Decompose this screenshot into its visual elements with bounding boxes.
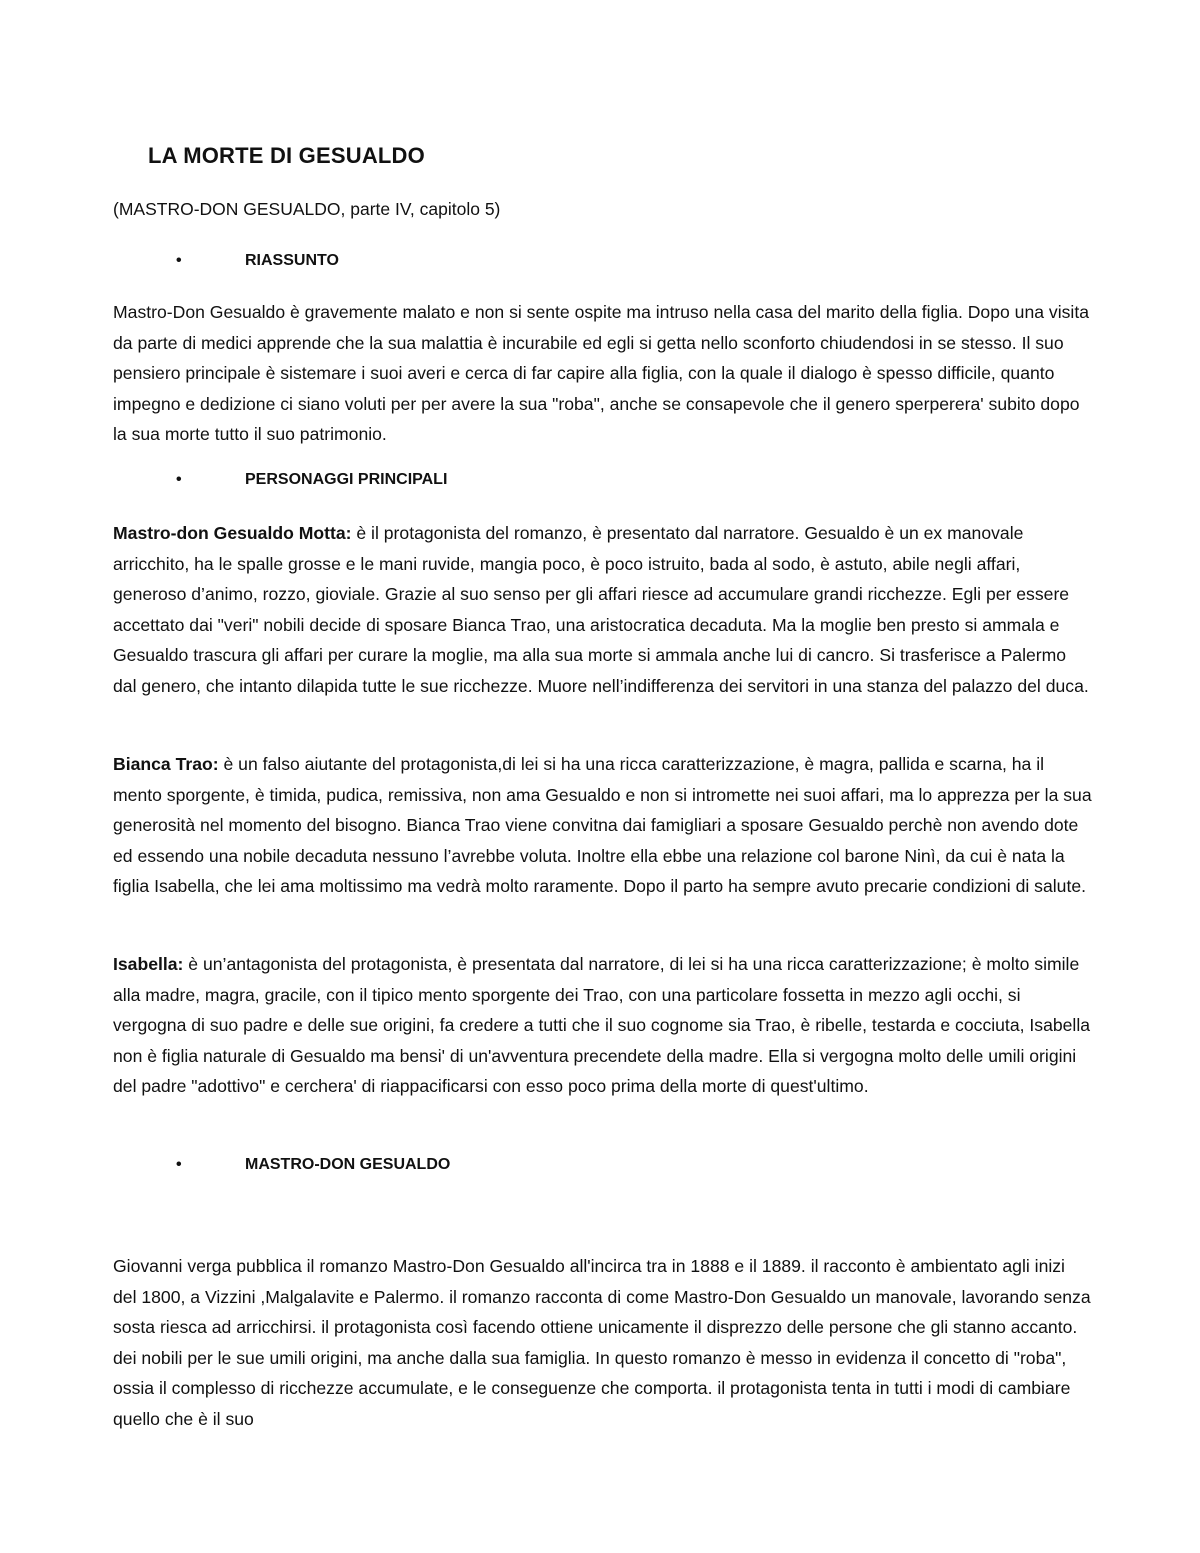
character-name: Mastro-don Gesualdo Motta:: [113, 523, 352, 543]
character-name: Bianca Trao:: [113, 754, 219, 774]
riassunto-paragraph: Mastro-Don Gesualdo è gravemente malato e non si sente ospite ma intruso nella casa del marito della figlia. Dopo una visita da parte di medici apprende che la sua malattia è incurabile ed egli si getta nello sconforto chiudendosi in se stesso. Il suo pensiero principale è sistemare i suoi averi e cerca di far capire alla figlia, con la quale il dialogo è spesso difficile, quanto impegno e dedizione ci siano voluti per per avere la sua "roba", anche se consapevole che il genero sperperera' subito dopo la sua morte tutto il suo patrimonio.: [113, 302, 1089, 444]
character-name: Isabella:: [113, 954, 184, 974]
bullet-icon: •: [176, 252, 182, 269]
bullet-icon: •: [176, 1156, 182, 1173]
section-heading-label: PERSONAGGI PRINCIPALI: [245, 471, 448, 488]
character-description: è un’antagonista del protagonista, è presentata dal narratore, di lei si ha una ricca caratterizzazione; è molto simile alla madre, magra, gracile, con il tipico mento sporgente dei Trao, con una particolare fossetta in mezzo agli occhi, si vergogna di suo padre e delle sue origini, fa credere a tutti che il suo cognome sia Trao, è ribelle, testarda e cocciuta, Isabella non è figlia naturale di Gesualdo ma bensi' di un'avventura precendete della madre. Ella si vergogna molto delle umili origini del padre "adottivo" e cerchera' di riappacificarsi con esso poco prima della morte di quest'ultimo.: [113, 954, 1091, 1096]
character-paragraph-bianca: [113, 749, 1093, 902]
character-description: è il protagonista del romanzo, è presentato dal narratore. Gesualdo è un ex manovale arricchito, ha le spalle grosse e le mani ruvide, mangia poco, è poco istruito, bada al sodo, è astuto, abile negli affari, generoso d’animo, rozzo, gioviale. Grazie al suo senso per gli affari riesce ad accumulare grandi ricchezze. Egli per essere accettato dai "veri" nobili decide di sposare Bianca Trao, una aristocratica decaduta. Ma la moglie ben presto si ammala e Gesualdo trascura gli affari per curare la moglie, ma alla sua morte si ammala anche lui di cancro. Si trasferisce a Palermo dal genero, che intanto dilapida tutte le sue ricchezze. Muore nell’indifferenza dei servitori in una stanza del palazzo del duca.: [113, 523, 1089, 696]
bullet-icon: •: [176, 471, 182, 488]
character-description: è un falso aiutante del protagonista,di lei si ha una ricca caratterizzazione, è magra, pallida e scarna, ha il mento sporgente, è timida, pudica, remissiva, non ama Gesualdo e non si intromette nei suoi affari, ma lo apprezza per la sua generosità nel momento del bisogno. Bianca Trao viene convitna dai famigliari a sposare Gesualdo perchè non avendo dote ed essendo una nobile decaduta nessuno l’avrebbe voluta. Inoltre ella ebbe una relazione col barone Ninì, da cui è nata la figlia Isabella, che lei ama moltissimo ma vedrà molto raramente. Dopo il parto ha sempre avuto precarie condizioni di salute.: [113, 754, 1092, 896]
section-heading-label: RIASSUNTO: [245, 252, 339, 269]
document-title: LA MORTE DI GESUALDO: [148, 143, 425, 168]
character-paragraph-isabella: [113, 949, 1093, 1102]
document-subtitle: (MASTRO-DON GESUALDO, parte IV, capitolo 5): [113, 199, 501, 219]
character-paragraph-gesualdo: [113, 518, 1093, 701]
mastro-paragraph: Giovanni verga pubblica il romanzo Mastro-Don Gesualdo all'incirca tra in 1888 e il 1889. il racconto è ambientato agli inizi del 1800, a Vizzini ,Malgalavite e Palermo. il romanzo racconta di come Mastro-Don Gesualdo un manovale, lavorando senza sosta riesca ad arricchirsi. il protagonista così facendo ottiene unicamente il disprezzo delle persone che gli stanno accanto. dei nobili per le sue umili origini, ma anche dalla sua famiglia. In questo romanzo è messo in evidenza il concetto di "roba", ossia il complesso di ricchezze accumulate, e le conseguenze che comporta. il protagonista tenta in tutti i modi di cambiare quello che è il suo: [113, 1256, 1091, 1429]
section-heading-label: MASTRO-DON GESUALDO: [245, 1156, 451, 1173]
